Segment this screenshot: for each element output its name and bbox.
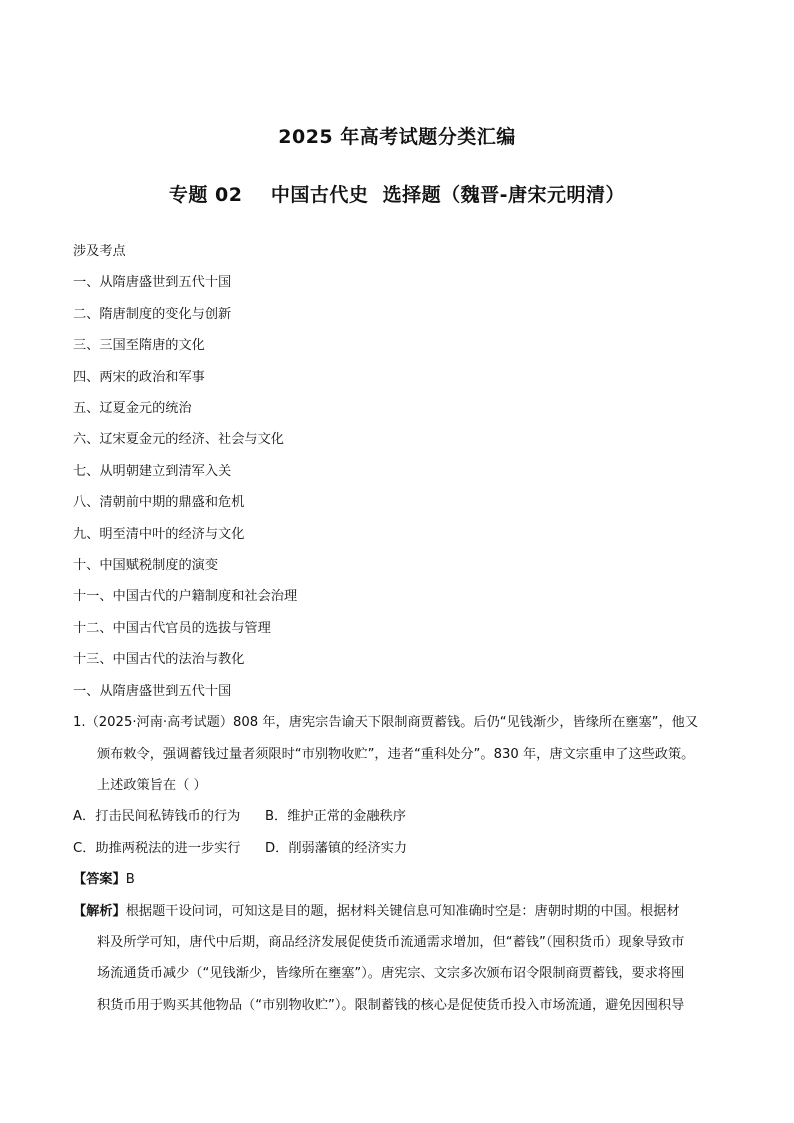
topic-item: 二、隋唐制度的变化与创新	[73, 306, 232, 322]
section-title: 一、从隋唐盛世到五代十国	[73, 683, 232, 699]
topic-item: 一、从隋唐盛世到五代十国	[73, 275, 232, 291]
topics-heading: 涉及考点	[73, 244, 126, 259]
question-stem-line: 上述政策旨在（ ）	[97, 777, 207, 793]
topic-item: 六、辽宋夏金元的经济、社会与文化	[73, 432, 284, 448]
topic-item: 九、明至清中叶的经济与文化	[73, 526, 245, 542]
analysis-line: 积货币用于购买其他物品（“市别物收贮”）。限制蓄钱的核心是促使货币投入市场流通，避免因囤积导	[97, 997, 685, 1013]
answer-value: B	[125, 872, 135, 888]
answer-label: 【答案】	[73, 872, 126, 888]
question-stem-line: 颁布敕令，强调蓄钱过量者须限时“市别物收贮”，违者“重科处分”。830 年，唐文宗重申了这些政策。	[97, 746, 695, 762]
analysis-line: 场流通货币减少（“见钱渐少，皆缘所在壅塞”）。唐宪宗、文宗多次颁布诏令限制商贾蓄钱，要求将囤	[97, 966, 685, 982]
analysis-text: 根据题干设问词，可知这是目的题，据材料关键信息可知准确时空是：唐朝时期的中国。根据材	[125, 903, 680, 919]
document-body	[73, 236, 723, 1021]
topic-item: 七、从明朝建立到清军入关	[73, 463, 232, 479]
document-subtitle: 专题 02 中国古代史 选择题（魏晋-唐宋元明清）	[168, 184, 626, 206]
analysis-label: 【解析】	[73, 903, 126, 919]
topic-item: 十一、中国古代的户籍制度和社会治理	[73, 589, 298, 605]
question-stem-line: 1.（2025·河南·高考试题）808 年，唐宪宗告谕天下限制商贾蓄钱。后仍“见钱渐少，皆缘所在壅塞”，他又	[73, 715, 699, 731]
option-b: B．维护正常的金融秩序	[265, 809, 406, 825]
topic-item: 十、中国赋税制度的演变	[73, 558, 219, 574]
option-d: D．削弱藩镇的经济实力	[265, 840, 408, 856]
question-1	[73, 707, 723, 1021]
topic-item: 八、清朝前中期的鼎盛和危机	[73, 495, 245, 511]
answer-line	[73, 864, 723, 895]
topic-item: 五、辽夏金元的统治	[73, 401, 192, 417]
topic-item: 三、三国至隋唐的文化	[73, 338, 205, 354]
topic-item: 四、两宋的政治和军事	[73, 369, 205, 385]
document-title: 2025 年高考试题分类汇编	[278, 126, 516, 148]
options-row-1	[73, 801, 723, 832]
option-a: A．打击民间私铸钱币的行为	[73, 809, 241, 825]
option-c: C．助推两税法的进一步实行	[73, 840, 241, 856]
analysis-line: 料及所学可知，唐代中后期，商品经济发展促使货币流通需求增加，但“蓄钱”（囤积货币）现象导致市	[97, 934, 685, 950]
analysis-line	[73, 896, 723, 927]
options-row-2	[73, 833, 723, 864]
topic-item: 十三、中国古代的法治与教化	[73, 652, 245, 668]
topic-item: 十二、中国古代官员的选拔与管理	[73, 620, 271, 636]
